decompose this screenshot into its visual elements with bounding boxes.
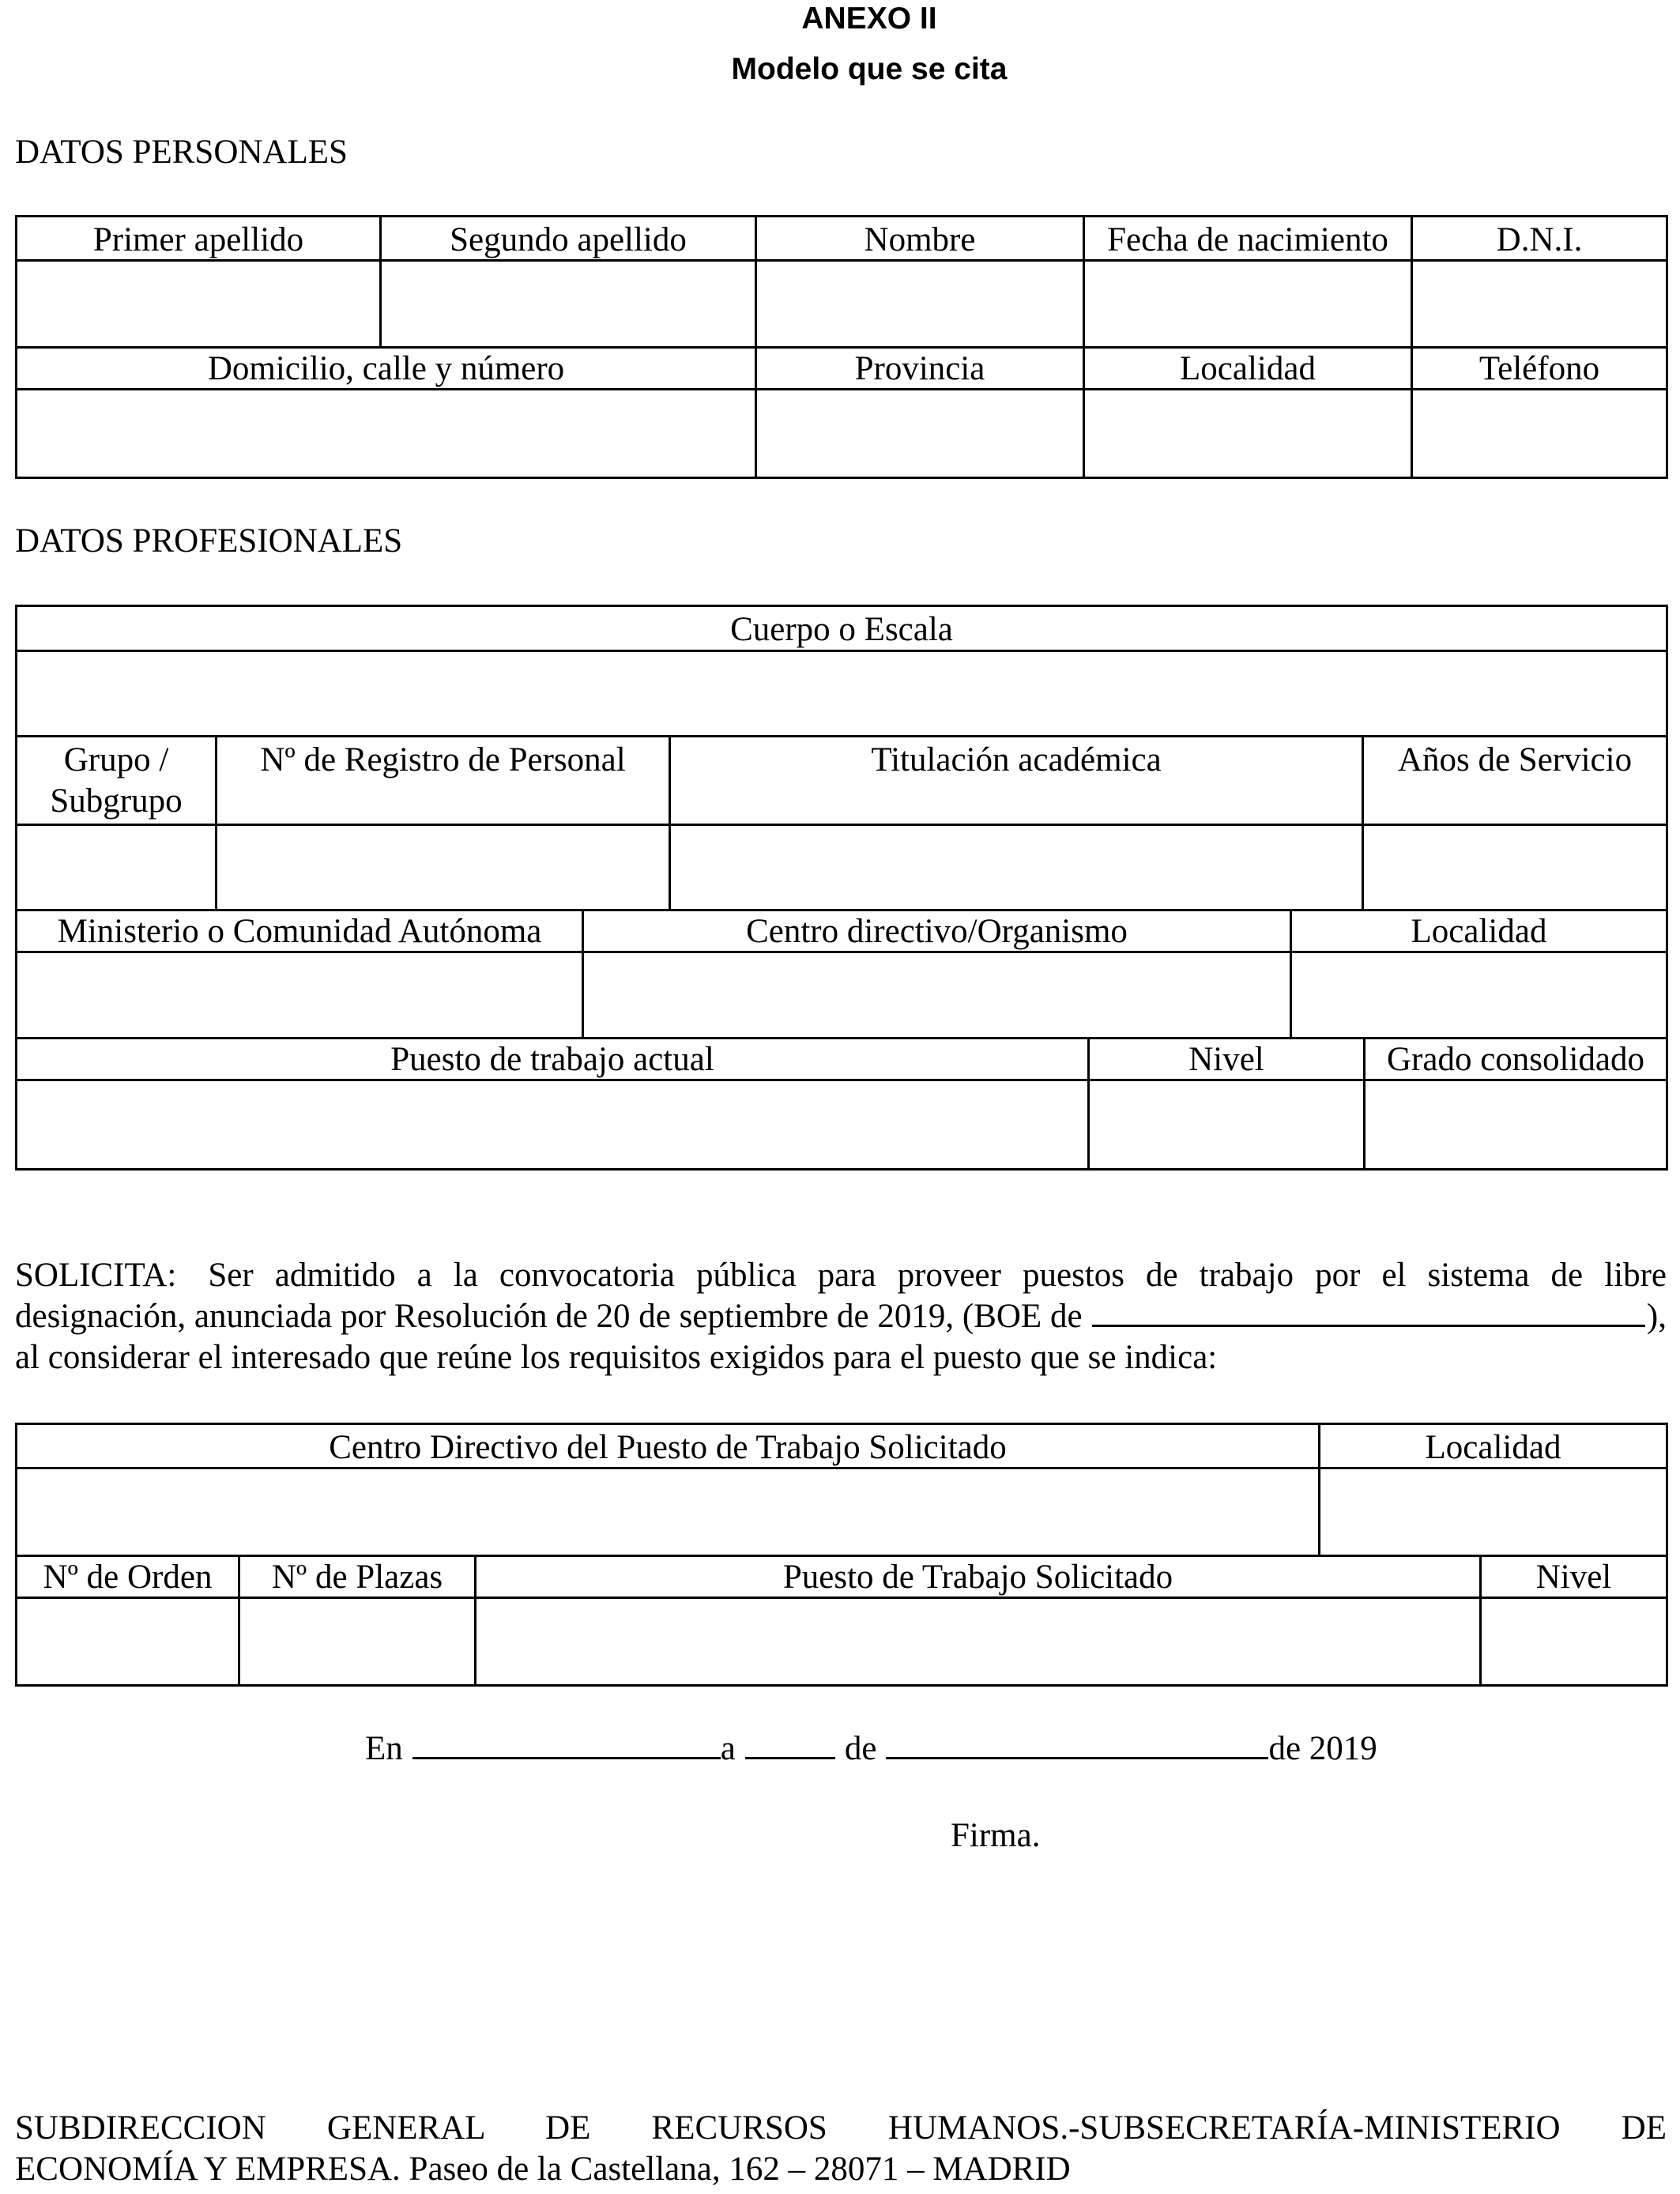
header-nivel-solicitado: Nivel: [1535, 1559, 1612, 1596]
nivel-solicitado-field[interactable]: [1482, 1599, 1666, 1684]
segundo-apellido-field[interactable]: [382, 262, 755, 346]
header-numero-plazas: Nº de Plazas: [271, 1559, 443, 1596]
header-domicilio: Domicilio, calle y número: [207, 350, 565, 387]
grupo-subgrupo-field[interactable]: [17, 826, 215, 909]
header-centro-directivo-solicitado: Centro Directivo del Puesto de Trabajo Solicitado: [329, 1429, 1007, 1466]
label-de: de: [844, 1730, 877, 1767]
request-text-2b: ),: [1646, 1298, 1667, 1335]
request-line-2: [15, 1296, 1667, 1337]
request-text-1: Ser admitido a la convocatoria pública para proveer puestos de trabajo por el sistema de libre: [208, 1257, 1667, 1294]
header-puesto-solicitado: Puesto de Trabajo Solicitado: [782, 1559, 1173, 1596]
request-text-2: designación, anunciada por Resolución de 20 de septiembre de 2019, (BOE de: [15, 1298, 1083, 1335]
header-localidad-solicitado: Localidad: [1425, 1429, 1561, 1466]
nivel-field[interactable]: [1090, 1081, 1363, 1168]
header-nombre: Nombre: [864, 221, 976, 258]
label-en: En: [365, 1730, 403, 1767]
localidad-field[interactable]: [1085, 390, 1411, 477]
annex-title: ANEXO II: [801, 2, 937, 36]
nombre-field[interactable]: [757, 262, 1083, 346]
fecha-nacimiento-field[interactable]: [1085, 262, 1411, 346]
header-segundo-apellido: Segundo apellido: [450, 221, 687, 258]
header-localidad-prof: Localidad: [1411, 913, 1547, 950]
personal-section-title: DATOS PERSONALES: [15, 134, 348, 171]
ministerio-field[interactable]: [17, 953, 582, 1037]
header-nivel: Nivel: [1188, 1041, 1264, 1078]
place-field[interactable]: [412, 1730, 721, 1759]
header-numero-orden: Nº de Orden: [43, 1559, 213, 1596]
footer-address: [15, 2108, 1667, 2190]
dni-field[interactable]: [1413, 262, 1666, 346]
request-text-3: al considerar el interesado que reúne los requisitos exigidos para el puesto que se indica:: [15, 1339, 1218, 1376]
header-telefono: Teléfono: [1478, 350, 1600, 387]
request-paragraph: [15, 1255, 1667, 1378]
signature-label: Firma.: [951, 1817, 1041, 1854]
day-field[interactable]: [745, 1730, 835, 1759]
professional-section-title: DATOS PROFESIONALES: [15, 522, 403, 560]
grado-consolidado-field[interactable]: [1365, 1081, 1666, 1168]
puesto-actual-field[interactable]: [17, 1081, 1087, 1168]
professional-data-table: [15, 605, 1668, 1171]
header-grupo-subgrupo: Grupo / Subgrupo: [50, 741, 183, 820]
header-fecha-nacimiento: Fecha de nacimiento: [1107, 221, 1388, 258]
header-provincia: Provincia: [854, 350, 985, 387]
month-field[interactable]: [886, 1730, 1268, 1759]
header-anos-servicio: Años de Servicio: [1397, 741, 1633, 778]
label-a: a: [720, 1730, 736, 1767]
localidad-solicitado-field[interactable]: [1320, 1469, 1666, 1555]
registro-personal-field[interactable]: [217, 826, 669, 909]
header-centro-directivo: Centro directivo/Organismo: [746, 913, 1128, 950]
primer-apellido-field[interactable]: [17, 262, 379, 346]
personal-data-table: [15, 215, 1668, 479]
telefono-field[interactable]: [1413, 390, 1666, 477]
numero-plazas-field[interactable]: [240, 1599, 474, 1684]
centro-directivo-field[interactable]: [584, 953, 1290, 1037]
header-registro-personal: Nº de Registro de Personal: [260, 741, 626, 778]
footer-line-2: ECONOMÍA Y EMPRESA. Paseo de la Castellana, 162 – 28071 – MADRID: [15, 2151, 1071, 2188]
puesto-solicitado-field[interactable]: [477, 1599, 1479, 1684]
anos-servicio-field[interactable]: [1364, 826, 1666, 909]
header-primer-apellido: Primer apellido: [92, 221, 304, 258]
header-puesto-actual: Puesto de trabajo actual: [390, 1041, 714, 1078]
label-year: de 2019: [1268, 1730, 1377, 1767]
numero-orden-field[interactable]: [17, 1599, 238, 1684]
footer-line-1: SUBDIRECCION GENERAL DE RECURSOS HUMANOS.-SUBSECRETARÍA-MINISTERIO DE: [15, 2109, 1667, 2147]
centro-directivo-solicitado-field[interactable]: [17, 1469, 1318, 1555]
provincia-field[interactable]: [757, 390, 1083, 477]
header-cuerpo-escala: Cuerpo o Escala: [730, 611, 953, 648]
header-dni: D.N.I.: [1496, 221, 1583, 258]
date-place-line: [365, 1729, 1377, 1768]
cuerpo-escala-field[interactable]: [17, 652, 1666, 735]
header-ministerio: Ministerio o Comunidad Autónoma: [57, 913, 542, 950]
request-line-1: [15, 1255, 1667, 1296]
request-label: SOLICITA:: [15, 1257, 177, 1294]
header-localidad: Localidad: [1180, 350, 1316, 387]
header-titulacion: Titulación académica: [871, 741, 1162, 778]
localidad-prof-field[interactable]: [1292, 953, 1666, 1037]
annex-subtitle: Modelo que se cita: [731, 52, 1008, 86]
boe-date-field[interactable]: [1092, 1298, 1645, 1327]
requested-position-table: [15, 1423, 1668, 1687]
titulacion-field[interactable]: [671, 826, 1362, 909]
domicilio-field[interactable]: [17, 390, 755, 477]
header-grado-consolidado: Grado consolidado: [1386, 1041, 1644, 1078]
